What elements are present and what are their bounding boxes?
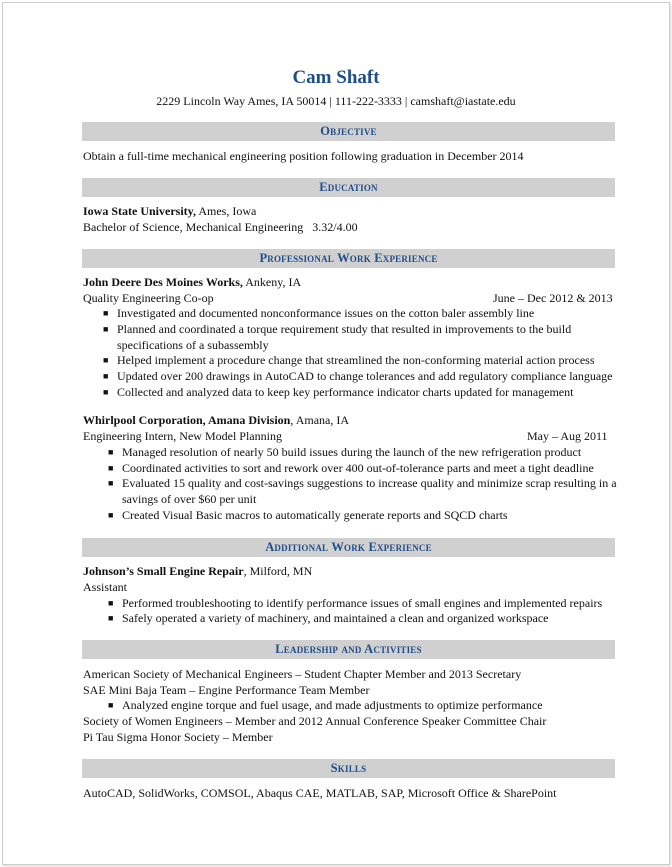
employer-location: , Milford, MN [243, 564, 313, 578]
list-item: ■ Safely operated a variety of machinery, and maintained a clean and organized workspace [108, 611, 549, 625]
employer-location: Ankeny, IA [242, 275, 302, 289]
list-item: ■ Analyzed engine torque and fuel usage, and made adjustments to optimize performance [108, 698, 543, 712]
bullet-icon: ■ [108, 613, 114, 623]
job-employer-line [83, 564, 312, 579]
employer-name: Johnson’s Small Engine Repair [83, 564, 244, 578]
resume-name: Cam Shaft [292, 67, 380, 88]
education-school-line [83, 204, 256, 219]
section-heading-professional: Professional Work Experience [82, 249, 615, 268]
employer-name: John Deere Des Moines Works, [83, 275, 243, 289]
objective-text: Obtain a full-time mechanical engineering position following graduation in December 2014 [83, 149, 524, 163]
job-employer-line [83, 413, 349, 428]
section-heading-education: Education [82, 178, 615, 197]
contact-info: 2229 Lincoln Way Ames, IA 50014 | 111-222-3333 | camshaft@iastate.edu [156, 94, 516, 108]
list-item: ■ Investigated and documented nonconformance issues on the cotton baler assembly line [103, 306, 535, 320]
school-location: Ames, Iowa [196, 204, 257, 218]
list-item: ■ Performed troubleshooting to identify performance issues of small engines and implemented repairs [108, 596, 603, 610]
bullet-icon: ■ [108, 510, 114, 520]
job-employer-line [83, 275, 301, 290]
skills-text: AutoCAD, SolidWorks, COMSOL, Abaqus CAE, MATLAB, SAP, Microsoft Office & SharePoint [83, 786, 557, 800]
bullet-icon: ■ [103, 308, 109, 318]
bullet-icon: ■ [108, 700, 114, 710]
section-heading-leadership: Leadership and Activities [82, 640, 615, 659]
list-item: ■ Managed resolution of nearly 50 build issues during the launch of the new refrigeration product [108, 445, 582, 459]
bullet-icon: ■ [103, 355, 109, 365]
activity-line: Pi Tau Sigma Honor Society – Member [83, 730, 273, 744]
list-item: ■ Created Visual Basic macros to automatically generate reports and SQCD charts [108, 508, 508, 522]
bullet-icon: ■ [108, 478, 114, 488]
activity-line: Society of Women Engineers – Member and 2012 Annual Conference Speaker Committee Chair [83, 714, 547, 728]
activity-line: SAE Mini Baja Team – Engine Performance Team Member [83, 683, 370, 697]
activity-line: American Society of Mechanical Engineers – Student Chapter Member and 2013 Secretary [83, 667, 522, 681]
list-item: ■ Collected and analyzed data to keep key performance indicator charts updated for management [103, 385, 574, 399]
school-name: Iowa State University, [83, 204, 196, 218]
list-item: ■ Planned and coordinated a torque requirement study that resulted in improvements to the build specifications of a subassembly [103, 322, 572, 352]
bullet-icon: ■ [108, 463, 114, 473]
job-title: Quality Engineering Co-op [83, 291, 214, 305]
job-title: Engineering Intern, New Model Planning [83, 429, 282, 443]
bullet-icon: ■ [103, 324, 109, 334]
section-heading-objective: Objective [82, 122, 615, 141]
list-item: ■ Coordinated activities to sort and rework over 400 out-of-tolerance parts and meet a tight deadline [108, 461, 594, 475]
employer-location: , Amana, IA [290, 413, 350, 427]
job-title: Assistant [83, 580, 128, 594]
list-item: ■ Evaluated 15 quality and cost-savings suggestions to increase quality and minimize scrap resulting in a savings of over $60 per unit [108, 476, 617, 506]
section-heading-skills: Skills [82, 759, 615, 778]
section-heading-additional: Additional Work Experience [82, 538, 615, 557]
list-item: ■ Helped implement a procedure change that streamlined the non-conforming material action process [103, 353, 595, 367]
bullet-icon: ■ [103, 387, 109, 397]
education-degree: Bachelor of Science, Mechanical Engineering 3.32/4.00 [83, 220, 358, 234]
job-dates: May – Aug 2011 [527, 429, 608, 443]
bullet-icon: ■ [108, 598, 114, 608]
bullet-icon: ■ [108, 447, 114, 457]
list-item: ■ Updated over 200 drawings in AutoCAD to change tolerances and add regulatory compliance language [103, 369, 613, 383]
bullet-icon: ■ [103, 371, 109, 381]
employer-name: Whirlpool Corporation, Amana Division [83, 413, 291, 427]
job-dates: June – Dec 2012 & 2013 [493, 291, 613, 305]
